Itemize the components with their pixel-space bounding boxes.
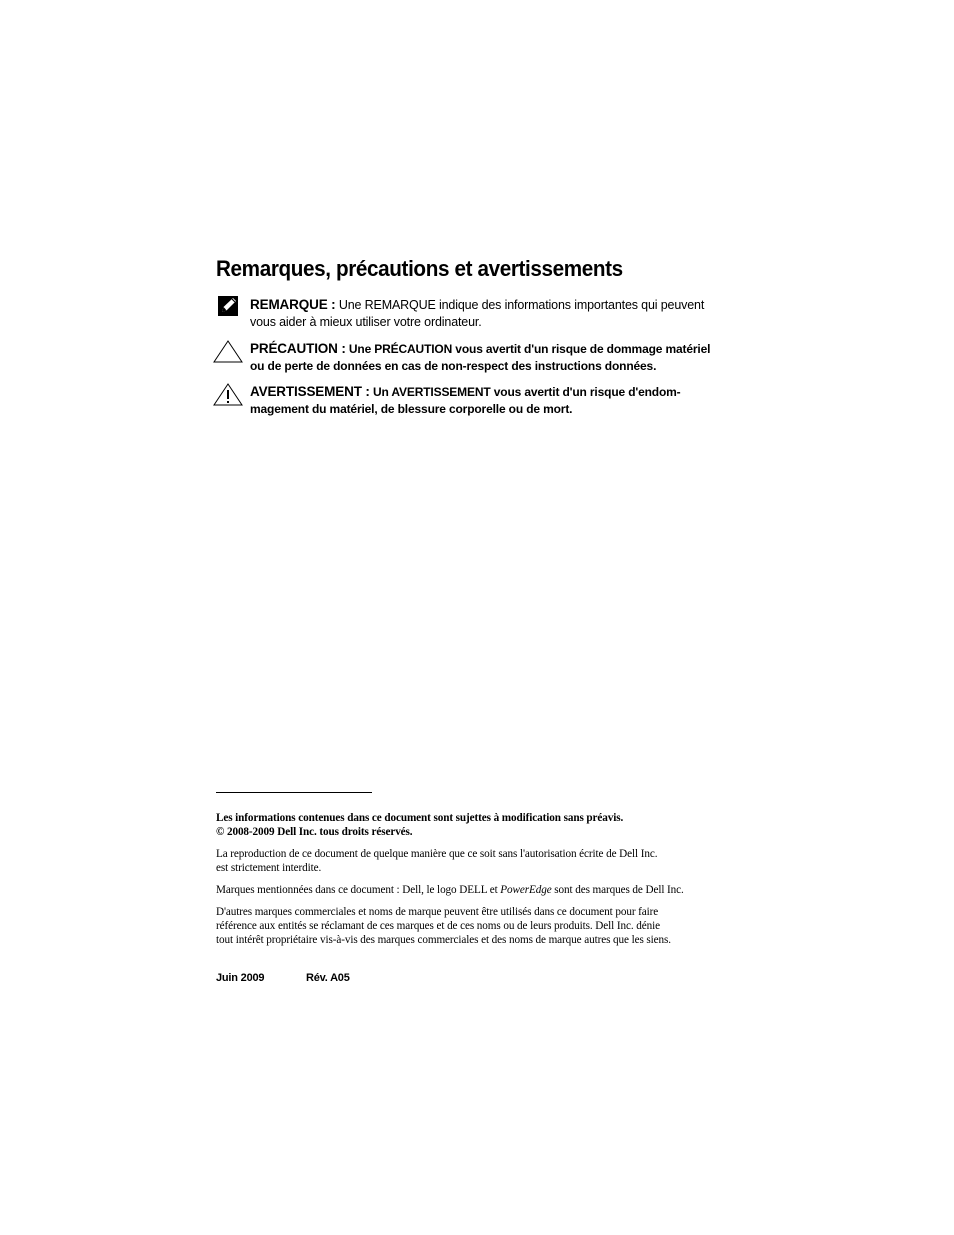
warning-triangle-icon [212,383,244,407]
warning-line-1: Un AVERTISSEMENT vous avertit d'un risque d'endom- [369,385,681,399]
warning-line-2: magement du matériel, de blessure corporelle ou de mort. [250,402,573,416]
note-line-2: vous aider à mieux utiliser votre ordinateur. [250,315,482,329]
other-line-2: référence aux entités se réclamant de ces marques et de ces noms ou de leurs produits. Dell Inc. dénie [216,920,660,932]
reproduction-notice [216,847,721,875]
other-trademarks-notice [216,905,721,947]
trademarks-product: PowerEdge [500,884,552,896]
caution-text [250,340,722,375]
trademarks-suffix: sont des marques de Dell Inc. [551,884,684,896]
note-line-1: Une REMARQUE indique des informations importantes qui peuvent [335,298,705,312]
caution-line-1: Une PRÉCAUTION vous avertit d'un risque de dommage matériel [345,342,711,356]
other-line-3: tout intérêt propriétaire vis-à-vis des marques commerciales et des noms de marque autres que les siens. [216,934,671,946]
reproduction-line-1: La reproduction de ce document de quelque manière que ce soit sans l'autorisation écrite de Dell Inc. [216,848,658,860]
reproduction-line-2: est strictement interdite. [216,862,322,874]
disclaimer [216,811,721,839]
footnote-divider [216,792,372,793]
note-pencil-icon [212,296,244,320]
caution-notice [212,340,722,375]
note-notice [212,296,722,331]
other-line-1: D'autres marques commerciales et noms de marque peuvent être utilisés dans ce document pour faire [216,906,659,918]
note-text [250,296,722,331]
warning-label: AVERTISSEMENT : [250,384,370,399]
publication-date: Juin 2009 [216,972,265,984]
trademarks-prefix: Marques mentionnées dans ce document : Dell, le logo DELL et [216,884,501,896]
caution-triangle-icon [212,340,244,364]
caution-line-2: ou de perte de données en cas de non-respect des instructions données. [250,359,657,373]
warning-notice [212,383,722,418]
copyright-line: © 2008-2009 Dell Inc. tous droits réservés. [216,826,413,838]
page-title: Remarques, précautions et avertissements [216,256,623,281]
note-label: REMARQUE : [250,297,336,312]
trademarks-notice [216,883,721,897]
warning-text [250,383,722,418]
disclaimer-line-1: Les informations contenues dans ce document sont sujettes à modification sans préavis. [216,812,624,824]
revision-number: Rév. A05 [306,972,350,984]
caution-label: PRÉCAUTION : [250,341,346,356]
